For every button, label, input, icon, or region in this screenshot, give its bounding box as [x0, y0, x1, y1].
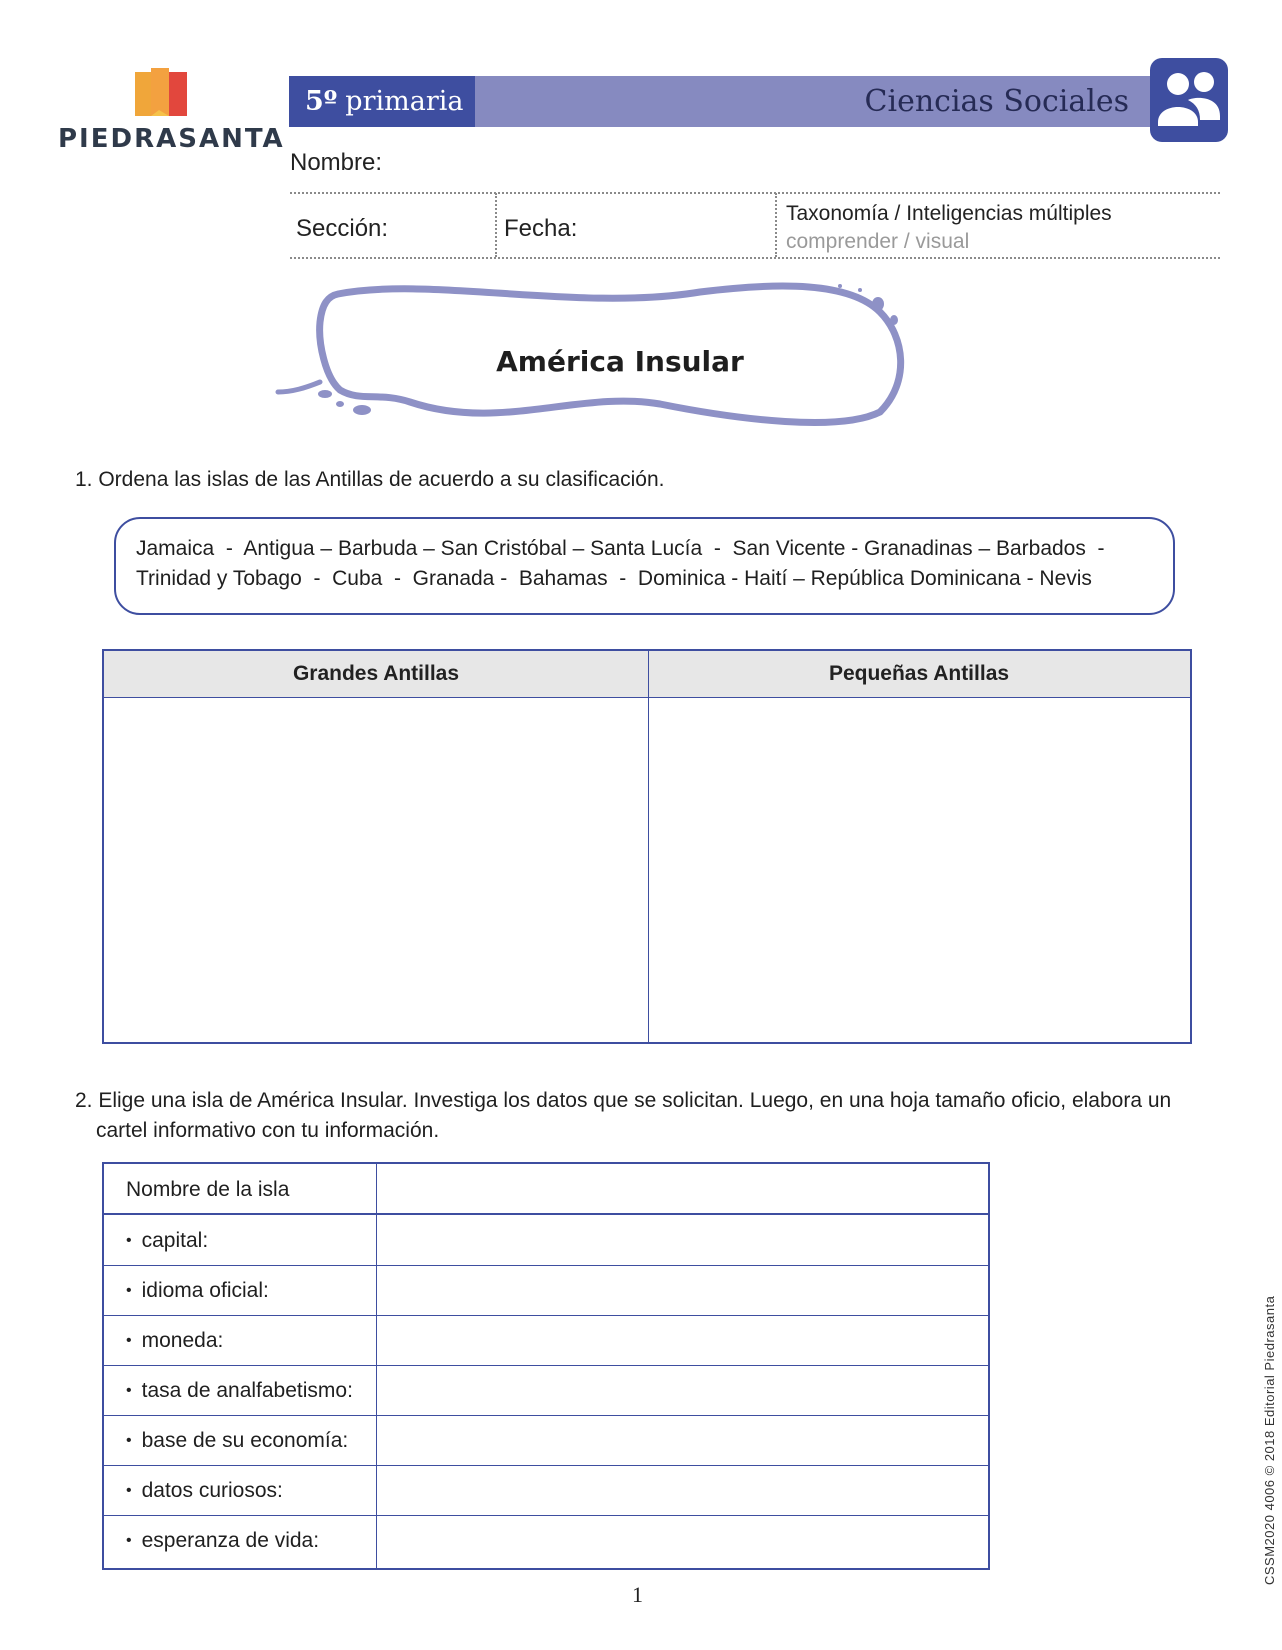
bullet-icon: • — [126, 1531, 132, 1549]
table-row — [104, 1265, 988, 1316]
table-row — [104, 1315, 988, 1366]
table-row — [104, 1164, 988, 1215]
people-icon — [1148, 56, 1230, 146]
divider — [775, 193, 777, 257]
classification-table — [102, 649, 1192, 1044]
publisher-logo — [58, 68, 285, 163]
copyright-notice: CSSM2020 4006 © 2018 Editorial Piedrasanta — [1262, 1295, 1277, 1585]
page-number: 1 — [632, 1582, 643, 1607]
row-label: • tasa de analfabetismo: — [126, 1378, 353, 1402]
table-row — [104, 1215, 988, 1266]
word-bank-line: Jamaica - Antigua – Barbuda – San Cristóbal – Santa Lucía - San Vicente - Granadinas – Barbados - — [136, 537, 1105, 560]
row-label: • base de su economía: — [126, 1428, 349, 1452]
bullet-icon: • — [126, 1381, 132, 1399]
divider — [290, 192, 1220, 194]
table-row — [104, 1515, 988, 1566]
row-label: • moneda: — [126, 1328, 224, 1352]
bullet-icon: • — [126, 1281, 132, 1299]
row-label: • capital: — [126, 1228, 209, 1252]
question-2-line: cartel informativo con tu información. — [96, 1119, 440, 1142]
subject-title: Ciencias Sociales — [864, 84, 1129, 119]
subject-bar — [475, 76, 1155, 127]
question-2-text — [75, 1086, 1171, 1146]
name-label: Nombre: — [290, 149, 383, 176]
word-bank-box — [114, 517, 1175, 615]
island-info-table — [102, 1162, 990, 1570]
bullet-icon: • — [126, 1331, 132, 1349]
question-1-text: 1. Ordena las islas de las Antillas de acuerdo a su clasificación. — [75, 468, 665, 491]
table-row — [104, 1415, 988, 1466]
table-row — [104, 1365, 988, 1416]
row-label: • idioma oficial: — [126, 1278, 269, 1302]
section-label: Sección: — [296, 215, 389, 242]
book-logo-icon — [133, 68, 189, 118]
divider — [495, 193, 497, 257]
page-title: América Insular — [496, 345, 744, 378]
question-2-line: 2. Elige una isla de América Insular. Investiga los datos que se solicitan. Luego, en una hoja tamaño oficio, elabora un — [75, 1089, 1172, 1112]
row-label: • esperanza de vida: — [126, 1528, 320, 1552]
row-label: • datos curiosos: — [126, 1478, 283, 1502]
date-label: Fecha: — [504, 215, 578, 242]
grade-number: 5º — [305, 86, 338, 117]
taxonomy-info — [786, 200, 1112, 256]
taxonomy-title: Taxonomía / Inteligencias múltiples — [786, 202, 1112, 225]
column-header-greater-antilles: Grandes Antillas — [104, 651, 648, 698]
bullet-icon: • — [126, 1431, 132, 1449]
taxonomy-subtitle: comprender / visual — [786, 230, 970, 253]
bullet-icon: • — [126, 1231, 132, 1249]
table-row — [104, 1465, 988, 1516]
bullet-icon: • — [126, 1481, 132, 1499]
column-header-lesser-antilles: Pequeñas Antillas — [648, 651, 1190, 698]
grade-label — [289, 76, 475, 127]
grade-text: primaria — [345, 86, 464, 117]
column-divider — [648, 651, 649, 1042]
divider — [290, 257, 1220, 259]
word-bank-line: Trinidad y Tobago - Cuba - Granada - Bahamas - Dominica - Haití – República Dominicana - Nevis — [136, 567, 1092, 590]
row-label-island-name: Nombre de la isla — [126, 1177, 290, 1201]
brand-name: PIEDRASANTA — [58, 124, 285, 154]
